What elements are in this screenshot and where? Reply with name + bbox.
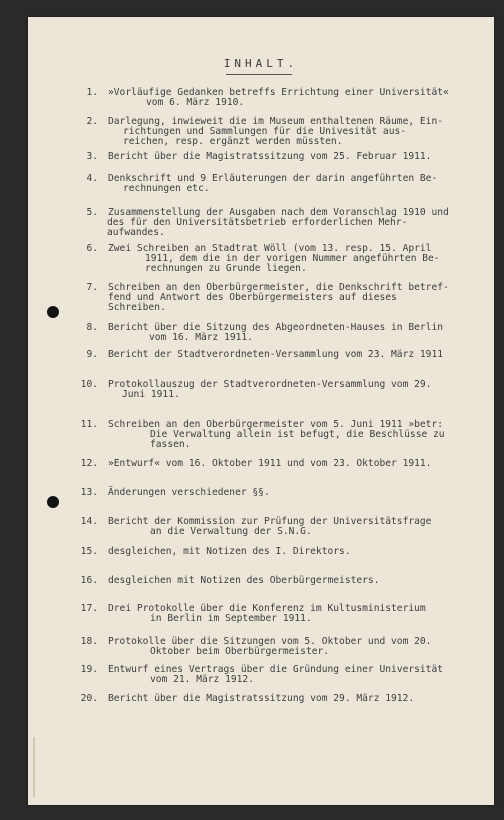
item-text-line: Bericht über die Sitzung des Abgeordneten-Hauses in Berlin [108,322,444,333]
item-number: 20. [80,693,98,704]
heading-underline [226,74,292,75]
item-text-line: Zusammenstellung der Ausgaben nach dem Voranschlag 1910 und [108,207,449,218]
item-text-line: an die Verwaltung der S.N.G. [150,526,312,537]
item-text-line: Drei Protokolle über die Konferenz im Kultusministerium [108,603,426,614]
item-text-line: vom 6. März 1910. [146,97,245,108]
item-text-line: Oktober beim Oberbürgermeister. [150,646,330,657]
item-text-line: »Vorläufige Gedanken betreffs Errichtung einer Universität« [108,87,449,98]
item-text-line: richtungen und Sammlungen für die Univesität aus- [123,126,407,137]
item-text-line: Protokollauszug der Stadtverordneten-Versammlung vom 29. [108,379,432,390]
item-number: 13. [80,487,98,498]
item-number: 17. [80,603,98,614]
item-text-line: desgleichen, mit Notizen des I. Direktors. [108,546,351,557]
item-text-line: Die Verwaltung allein ist befugt, die Beschlüsse zu [150,429,445,440]
item-text-line: fend und Antwort des Oberbürgermeisters auf dieses [108,292,397,303]
item-number: 12. [80,458,98,469]
item-text-line: Schreiben an den Oberbürgermeister vom 5. Juni 1911 »betr: [108,419,444,430]
item-number: 6. [86,243,98,254]
item-text-line: Zwei Schreiben an Stadtrat Wöll (vom 13. resp. 15. April [108,243,432,254]
item-text-line: Schreiben an den Oberbürgermeister, die Denkschrift betref- [108,282,449,293]
item-text-line: in Berlin im September 1911. [150,613,312,624]
item-number: 3. [86,151,98,162]
item-text-line: Juni 1911. [122,389,180,400]
item-text-line: des für den Universitätsbetrieb erforderlichen Mehr- [107,217,408,228]
item-text-line: Entwurf eines Vertrags über die Gründung einer Universität [108,664,444,675]
paper-edge-mark [33,737,35,797]
item-number: 2. [86,116,98,127]
item-number: 1. [86,87,98,98]
item-text-line: aufwandes. [107,227,165,238]
item-number: 15. [80,546,98,557]
item-text-line: rechnungen etc. [123,183,210,194]
item-number: 9. [86,349,98,360]
item-number: 4. [86,173,98,184]
item-text-line: Darlegung, inwieweit die im Museum enthaltenen Räume, Ein- [108,116,444,127]
item-text-line: rechnungen zu Grunde liegen. [145,263,307,274]
item-number: 19. [80,664,98,675]
item-text-line: fassen. [150,439,191,450]
item-text-line: Bericht der Kommission zur Prüfung der Universitätsfrage [108,516,432,527]
item-number: 18. [80,636,98,647]
item-text-line: reichen, resp. ergänzt werden müssten. [123,136,343,147]
item-text-line: Bericht der Stadtverordneten-Versammlung vom 23. März 1911 [108,349,444,360]
item-text-line: Bericht über die Magistratssitzung vom 25. Februar 1911. [108,151,432,162]
item-text-line: Denkschrift und 9 Erläuterungen der darin angeführten Be- [108,173,438,184]
item-text-line: Schreiben. [108,302,166,313]
item-text-line: Änderungen verschiedener §§. [108,487,270,498]
page-heading: INHALT. [223,57,299,70]
item-text-line: 1911, dem die in der vorigen Nummer angeführten Be- [145,253,440,264]
item-number: 10. [80,379,98,390]
item-text-line: desgleichen mit Notizen des Oberbürgermeisters. [108,575,380,586]
item-text-line: Protokolle über die Sitzungen vom 5. Oktober und vom 20. [108,636,432,647]
item-number: 7. [86,282,98,293]
item-number: 5. [86,207,98,218]
item-text-line: Bericht über die Magistratssitzung vom 29. März 1912. [108,693,415,704]
punch-hole-top [47,306,59,318]
punch-hole-bottom [47,496,59,508]
item-number: 8. [86,322,98,333]
document-page [28,17,494,805]
item-number: 11. [80,419,98,430]
item-number: 14. [80,516,98,527]
item-text-line: »Entwurf« vom 16. Oktober 1911 und vom 23. Oktober 1911. [108,458,432,469]
item-number: 16. [80,575,98,586]
item-text-line: vom 16. März 1911. [149,332,253,343]
item-text-line: vom 21. März 1912. [150,674,254,685]
